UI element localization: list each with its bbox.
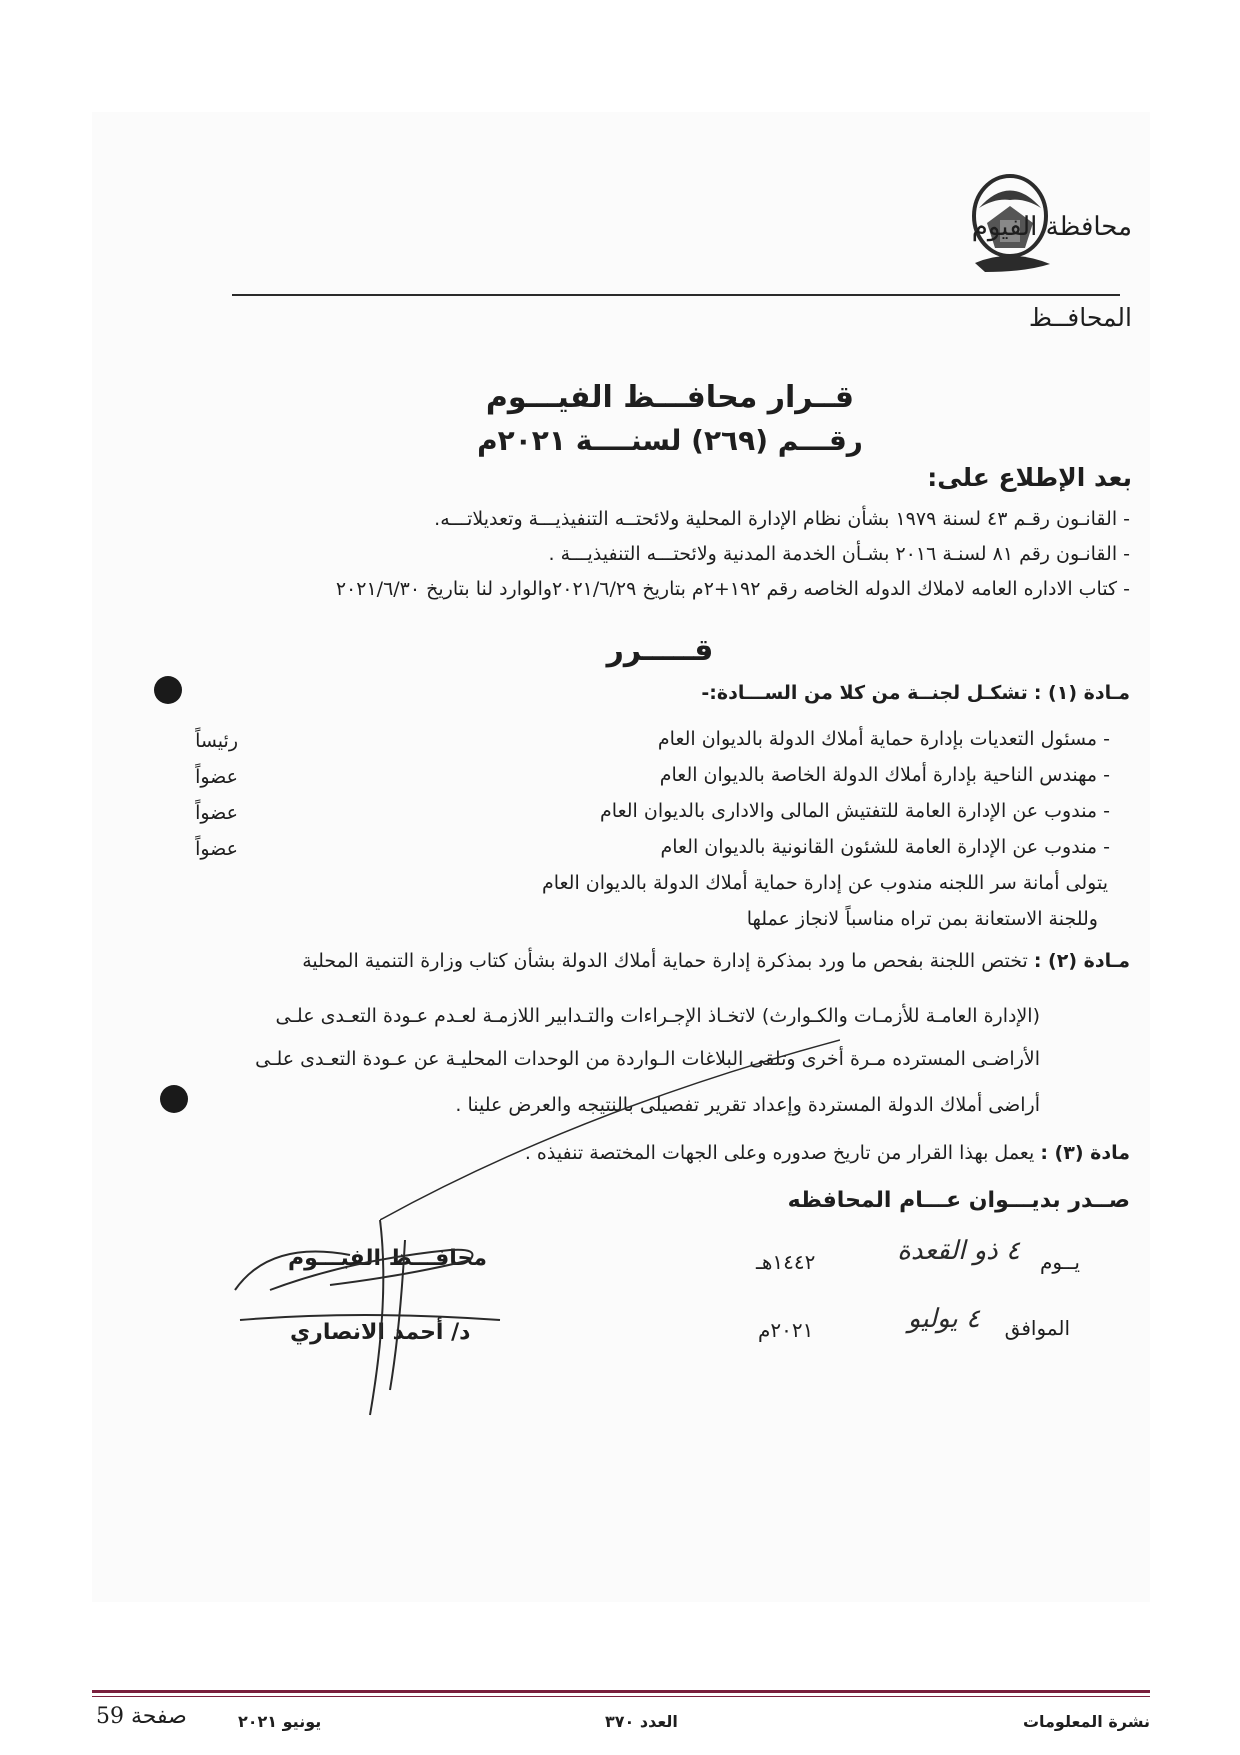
article-label: مادة (٣) : — [1040, 1142, 1130, 1164]
preamble-heading: بعد الإطلاع على: — [927, 463, 1132, 492]
article-text: تختص اللجنة بفحص ما ورد بمذكرة إدارة حماية أملاك الدولة بشأن كتاب وزارة التنمية المحلية — [302, 950, 1028, 972]
article-label: مـادة (١) : — [1033, 682, 1130, 704]
member-role: عضواً — [195, 766, 238, 788]
member-role: رئيساً — [195, 730, 238, 752]
reference-line: - القانـون رقـم ٤٣ لسنة ١٩٧٩ بشأن نظام الإدارة المحلية ولائحتــه التنفيذيـــة وتعديلاتـــه. — [434, 508, 1130, 530]
punch-hole-icon — [160, 1085, 188, 1113]
committee-member: - مندوب عن الإدارة العامة للشئون القانونية بالديوان العام — [660, 836, 1110, 858]
decree-title: قــرار محافـــظ الفيـــوم — [485, 380, 855, 415]
signature-stroke-icon — [380, 1030, 840, 1220]
issued-at: صــدر بديـــوان عـــام المحافظه — [787, 1188, 1130, 1213]
gregorian-label: الموافق — [1004, 1316, 1070, 1340]
committee-member: - مسئول التعديات بإدارة حماية أملاك الدولة بالديوان العام — [657, 728, 1110, 750]
hijri-date-handwritten: ٤ ذو القعدة — [897, 1236, 1020, 1266]
article-label: مـادة (٢) : — [1033, 950, 1130, 972]
office-title: المحافــظ — [1028, 303, 1132, 332]
punch-hole-icon — [154, 676, 182, 704]
member-role: عضواً — [195, 838, 238, 860]
committee-member: - مندوب عن الإدارة العامة للتفتيش المالى والادارى بالديوان العام — [600, 800, 1110, 822]
article-text: تشكـل لجنــة من كلا من الســـادة:- — [701, 682, 1028, 704]
committee-member: - مهندس الناحية بإدارة أملاك الدولة الخاصة بالديوان العام — [659, 764, 1110, 786]
page-number: صفحة 59 — [96, 1704, 187, 1729]
assistance-clause: وللجنة الاستعانة بمن تراه مناسباً لانجاز عملها — [746, 908, 1098, 930]
gregorian-date-handwritten: ٤ يوليو — [907, 1304, 980, 1334]
article-text: يعمل بهذا القرار من تاريخ صدوره وعلى الجهات المختصة تنفيذه . — [524, 1142, 1035, 1164]
footer-divider-thin — [92, 1696, 1150, 1697]
governorate-name: محافظة الفيوم — [971, 212, 1132, 242]
footer-publication: نشرة المعلومات — [1022, 1712, 1150, 1731]
article-1 — [701, 682, 1130, 704]
article-2-line: (الإدارة العامـة للأزمـات والكـوارث) لاتخـاذ الإجـراءات والتـدابير اللازمـة لعـدم عـودة التعـدى علـى — [275, 1005, 1040, 1027]
decree-number: رقـــم (٢٦٩) لسنــــة ٢٠٢١م — [477, 424, 863, 457]
day-label: يــوم — [1040, 1250, 1080, 1274]
signatory-title: محافـــظ الفيـــوم — [288, 1246, 488, 1271]
signatory-name: د/ أحمد الانصاري — [290, 1320, 471, 1345]
article-2 — [302, 950, 1130, 972]
footer-date: يونيو ٢٠٢١ — [238, 1712, 322, 1731]
gregorian-year: ٢٠٢١م — [758, 1318, 814, 1342]
reference-line: - القانـون رقم ٨١ لسنـة ٢٠١٦ بشـأن الخدمة المدنية ولائحتـــه التنفيذيـــة . — [548, 543, 1130, 565]
reference-line: - كتاب الاداره العامه لاملاك الدوله الخاصه رقم ١٩٢+٢م بتاريخ ٢٠٢١/٦/٢٩والوارد لنا بتاريخ ٢٠٢١/٦/٣٠ — [335, 578, 1130, 600]
decides-heading: قـــــرر — [606, 633, 714, 668]
secretary-clause: يتولى أمانة سر اللجنه مندوب عن إدارة حماية أملاك الدولة بالديوان العام — [541, 872, 1108, 894]
header-divider — [232, 294, 1120, 296]
article-2-line: أراضى أملاك الدولة المستردة وإعداد تقرير تفصيلى بالنتيجه والعرض علينا . — [455, 1094, 1040, 1116]
hijri-year: ١٤٤٢هـ — [756, 1250, 816, 1274]
footer-issue: العدد ٣٧٠ — [605, 1712, 678, 1731]
footer-divider — [92, 1690, 1150, 1693]
article-2-line: الأراضـى المسترده مـرة أخرى وتلقى البلاغات الـواردة من الوحدات المحليـة عن عـودة التعـدى علـى — [255, 1048, 1040, 1070]
member-role: عضواً — [195, 802, 238, 824]
